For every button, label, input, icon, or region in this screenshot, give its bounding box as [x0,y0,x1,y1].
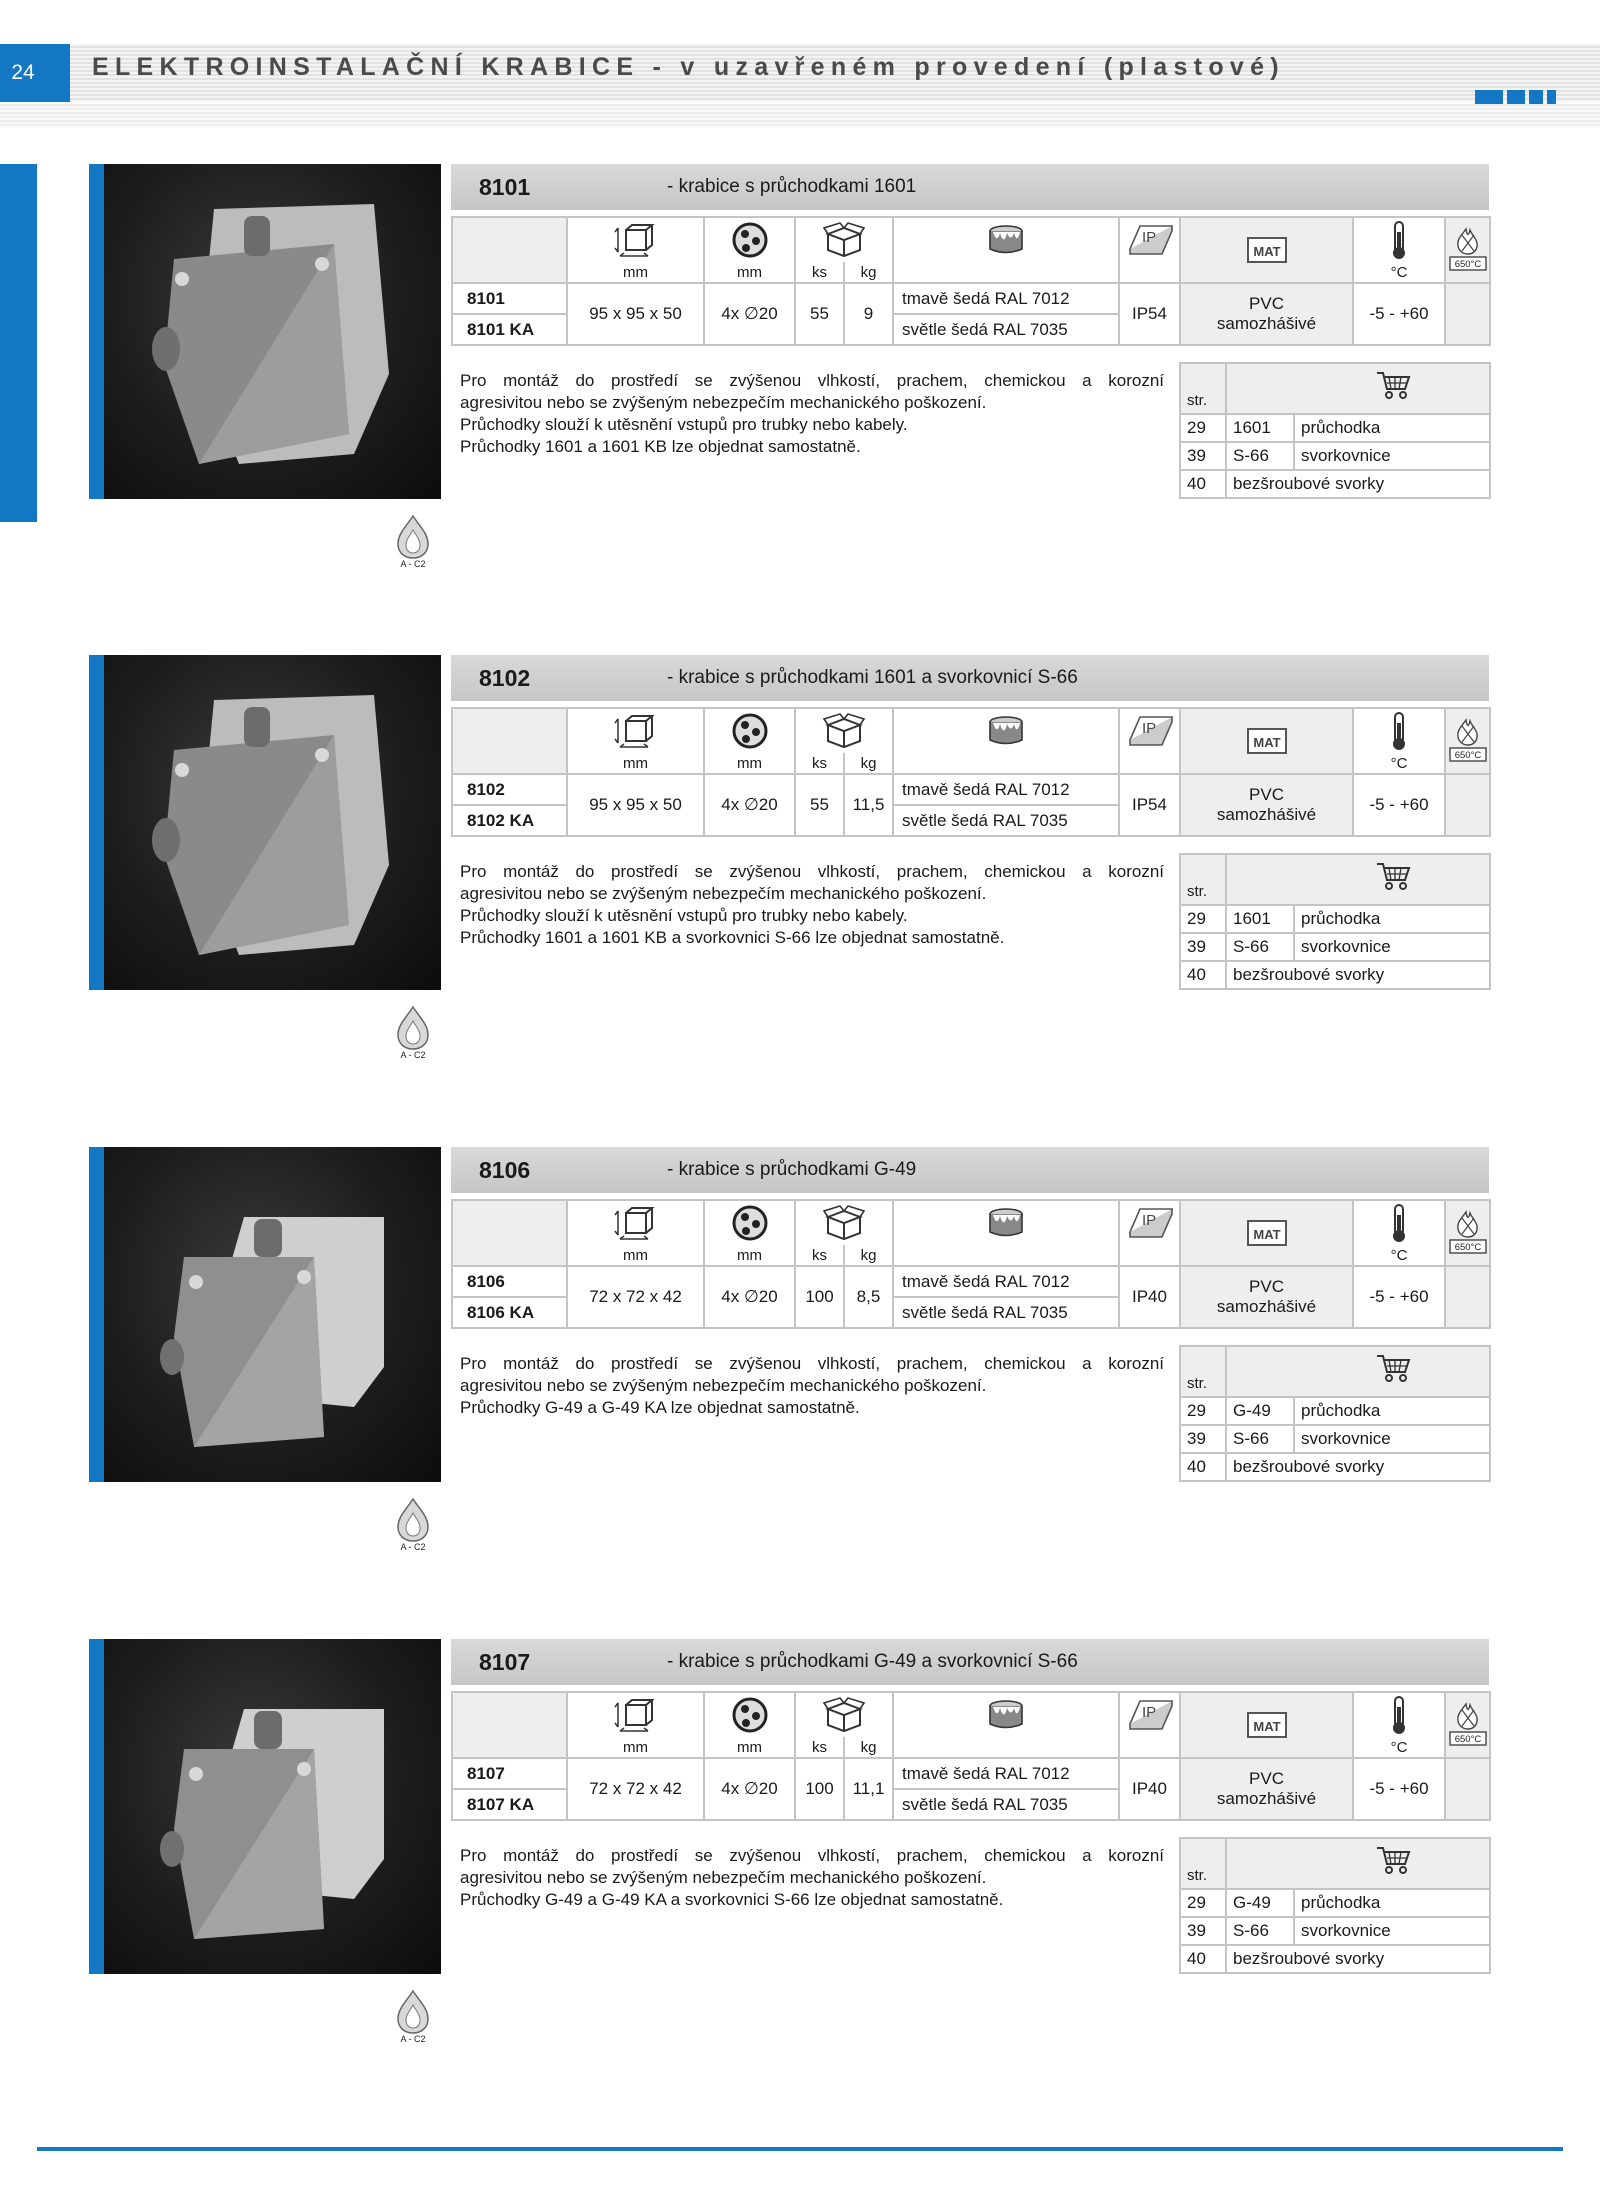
ip-label: IP [1141,229,1156,246]
accessory-code: S-66 [1226,1917,1294,1945]
material-value: PVC samozhášivé [1180,283,1353,345]
material-icon [1180,708,1353,774]
accessory-code: G-49 [1226,1889,1294,1917]
pieces-value: 55 [795,774,844,836]
cable-entry-icon [704,1692,795,1737]
accessory-page: 40 [1180,470,1226,498]
accessory-code: 1601 [1226,414,1294,442]
spec-table [451,1199,1491,1329]
unit-dimensions: mm [567,1245,704,1266]
material-label: MAT [1252,1227,1281,1242]
unit-pieces: ks [795,1245,844,1266]
fire-test-icon [1445,1692,1490,1758]
thermometer-icon [1353,1200,1445,1245]
product-section-8107 [0,1639,1600,2043]
cart-icon [1375,860,1411,892]
description-line: Průchodky slouží k utěsnění vstupů pro trubky nebo kabely. [460,906,908,925]
fire-test-icon [1445,1200,1490,1266]
product-header [451,1147,1489,1193]
dimensions-icon [567,217,704,262]
spec-header-blank [452,217,567,283]
accessory-row [1180,1917,1490,1945]
unit-blank [1119,1737,1180,1758]
temperature-value: -5 - +60 [1353,283,1445,345]
accessory-page: 39 [1180,442,1226,470]
photo-frame [89,655,441,990]
unit-blank [893,1245,1119,1266]
product-photo [104,655,441,990]
fire-test-blank [1445,1266,1490,1328]
cart-icon [1375,369,1411,401]
accessories-table [1179,853,1491,990]
photo-frame [89,164,441,499]
accessory-name: svorkovnice [1294,442,1490,470]
accessories-table [1179,362,1491,499]
cable-entry-icon [704,708,795,753]
fire-test-label: 650°C [1454,1242,1481,1253]
accessory-row [1180,1889,1490,1917]
weight-value: 9 [844,283,893,345]
product-description [460,1845,1164,1911]
dimensions-icon [567,1692,704,1737]
unit-temperature: °C [1353,1245,1445,1266]
unit-temperature: °C [1353,753,1445,774]
unit-entries: mm [704,753,795,774]
spec-table [451,216,1491,346]
product-section-8101 [0,164,1600,568]
variant-code: 8107 KA [452,1789,567,1820]
fire-test-label: 650°C [1454,1734,1481,1745]
weight-value: 11,1 [844,1758,893,1820]
product-title: - krabice s průchodkami G-49 [667,1159,917,1180]
temperature-value: -5 - +60 [1353,774,1445,836]
accessory-row [1180,1397,1490,1425]
unit-entries: mm [704,1737,795,1758]
pieces-value: 100 [795,1266,844,1328]
entries-value: 4x ∅20 [704,283,795,345]
ip-icon [1119,1692,1180,1737]
material-value: PVC samozhášivé [1180,1758,1353,1820]
cable-entry-icon [704,217,795,262]
product-section-8106 [0,1147,1600,1551]
material-icon [1180,217,1353,283]
dimensions-value: 95 x 95 x 50 [567,774,704,836]
accessory-page: 29 [1180,414,1226,442]
fire-class-label: A - C2 [400,2034,426,2043]
accessory-page-header: str. [1180,1346,1226,1397]
ip-icon [1119,1200,1180,1245]
accessory-page: 39 [1180,933,1226,961]
fire-class-icon [395,1987,431,2043]
accessory-page: 39 [1180,1917,1226,1945]
description-line: Průchodky 1601 a 1601 KB lze objednat samostatně. [460,437,861,456]
product-header [451,1639,1489,1685]
header-stripes [0,104,1600,128]
accessory-name: průchodka [1294,414,1490,442]
product-photo [104,1147,441,1482]
unit-dimensions: mm [567,1737,704,1758]
fire-test-label: 650°C [1454,259,1481,270]
thermometer-icon [1353,708,1445,753]
fire-test-icon [1445,217,1490,283]
product-photo [104,1639,441,1974]
ip-icon [1119,217,1180,262]
product-photo [104,164,441,499]
accessory-name: bezšroubové svorky [1226,961,1490,989]
fire-test-icon [1445,708,1490,774]
accessory-row [1180,961,1490,989]
accessory-name: průchodka [1294,1397,1490,1425]
ip-value: IP54 [1119,283,1180,345]
product-section-8102 [0,655,1600,1059]
unit-pieces: ks [795,753,844,774]
accessory-row [1180,905,1490,933]
accessory-name: svorkovnice [1294,1917,1490,1945]
accessory-code: S-66 [1226,1425,1294,1453]
accessory-page: 29 [1180,1889,1226,1917]
unit-entries: mm [704,262,795,283]
material-icon [1180,1692,1353,1758]
accessory-page-header: str. [1180,363,1226,414]
package-icon [795,708,893,753]
entries-value: 4x ∅20 [704,774,795,836]
description-line: Průchodky slouží k utěsnění vstupů pro trubky nebo kabely. [460,415,908,434]
description-line: agresivitou nebo se zvýšeným nebezpečím mechanického poškození. [460,1376,987,1395]
variant-color: světle šedá RAL 7035 [893,805,1119,836]
variant-color: tmavě šedá RAL 7012 [893,774,1119,805]
accessory-page-header: str. [1180,854,1226,905]
accessory-row [1180,933,1490,961]
accessory-name: průchodka [1294,905,1490,933]
fire-class-label: A - C2 [400,559,426,568]
fire-class-icon [395,1495,431,1551]
pieces-value: 55 [795,283,844,345]
ip-label: IP [1141,720,1156,737]
unit-weight: kg [844,1737,893,1758]
accessories-table [1179,1345,1491,1482]
description-line: Průchodky G-49 a G-49 KA lze objednat samostatně. [460,1398,860,1417]
unit-weight: kg [844,753,893,774]
accessory-header [1226,854,1490,905]
product-title: - krabice s průchodkami 1601 a svorkovnicí S-66 [667,667,1078,688]
page-title: ELEKTROINSTALAČNÍ KRABICE - v uzavřeném provedení (plastové) [92,53,1285,81]
accessory-row [1180,1945,1490,1973]
variant-color: tmavě šedá RAL 7012 [893,283,1119,314]
product-description [460,370,1164,458]
product-description [460,1353,1164,1419]
ip-value: IP54 [1119,774,1180,836]
description-line: agresivitou nebo se zvýšeným nebezpečím mechanického poškození. [460,393,987,412]
variant-code: 8101 [452,283,567,314]
thermometer-icon [1353,1692,1445,1737]
cable-entry-icon [704,1200,795,1245]
accessory-page: 39 [1180,1425,1226,1453]
accessory-page: 29 [1180,1397,1226,1425]
material-value: PVC samozhášivé [1180,774,1353,836]
product-title: - krabice s průchodkami G-49 a svorkovnicí S-66 [667,1651,1078,1672]
entries-value: 4x ∅20 [704,1758,795,1820]
package-icon [795,217,893,262]
material-icon [1180,1200,1353,1266]
temperature-value: -5 - +60 [1353,1266,1445,1328]
photo-frame [89,1639,441,1974]
product-title: - krabice s průchodkami 1601 [667,176,917,197]
variant-color: tmavě šedá RAL 7012 [893,1266,1119,1297]
material-label: MAT [1252,1719,1281,1734]
unit-temperature: °C [1353,1737,1445,1758]
product-code: 8101 [479,174,531,200]
accessories-table [1179,1837,1491,1974]
variant-color: tmavě šedá RAL 7012 [893,1758,1119,1789]
fire-class-icon [395,1003,431,1059]
product-code: 8102 [479,665,531,691]
package-icon [795,1692,893,1737]
pieces-value: 100 [795,1758,844,1820]
spec-header-blank [452,1200,567,1266]
accessory-row [1180,470,1490,498]
unit-entries: mm [704,1245,795,1266]
variant-color: světle šedá RAL 7035 [893,314,1119,345]
unit-weight: kg [844,1245,893,1266]
unit-dimensions: mm [567,753,704,774]
fire-class-icon [395,512,431,568]
description-line: Průchodky G-49 a G-49 KA a svorkovnici S-66 lze objednat samostatně. [460,1890,1004,1909]
thermometer-icon [1353,217,1445,262]
accessory-page: 29 [1180,905,1226,933]
accessory-row [1180,414,1490,442]
color-icon [893,708,1119,753]
fire-test-blank [1445,774,1490,836]
accessory-name: bezšroubové svorky [1226,1945,1490,1973]
variant-color: světle šedá RAL 7035 [893,1789,1119,1820]
accessory-header [1226,363,1490,414]
footer-rule [37,2147,1563,2151]
unit-blank [893,1737,1119,1758]
accessory-page: 40 [1180,1453,1226,1481]
variant-code: 8102 KA [452,805,567,836]
package-icon [795,1200,893,1245]
unit-dimensions: mm [567,262,704,283]
color-icon [893,217,1119,262]
color-icon [893,1692,1119,1737]
ip-label: IP [1141,1212,1156,1229]
description-line: agresivitou nebo se zvýšeným nebezpečím mechanického poškození. [460,884,987,903]
product-header [451,164,1489,210]
dimensions-icon [567,708,704,753]
ip-label: IP [1141,1704,1156,1721]
temperature-value: -5 - +60 [1353,1758,1445,1820]
description-line: Pro montáž do prostředí se zvýšenou vlhkostí, prachem, chemickou a korozní [460,1846,1164,1865]
ip-value: IP40 [1119,1266,1180,1328]
accessory-row [1180,442,1490,470]
product-description [460,861,1164,949]
entries-value: 4x ∅20 [704,1266,795,1328]
cart-icon [1375,1352,1411,1384]
fire-class-label: A - C2 [400,1050,426,1059]
dimensions-value: 95 x 95 x 50 [567,283,704,345]
dimensions-value: 72 x 72 x 42 [567,1758,704,1820]
accessory-header [1226,1346,1490,1397]
description-line: Pro montáž do prostředí se zvýšenou vlhkostí, prachem, chemickou a korozní [460,862,1164,881]
product-code: 8107 [479,1649,531,1675]
material-value: PVC samozhášivé [1180,1266,1353,1328]
accessory-page: 40 [1180,961,1226,989]
ip-icon [1119,708,1180,753]
unit-blank [893,753,1119,774]
description-line: Pro montáž do prostředí se zvýšenou vlhkostí, prachem, chemickou a korozní [460,1354,1164,1373]
accessory-name: průchodka [1294,1889,1490,1917]
unit-blank [893,262,1119,283]
accessory-name: svorkovnice [1294,1425,1490,1453]
unit-blank [1119,1245,1180,1266]
spec-table [451,707,1491,837]
accessory-header [1226,1838,1490,1889]
accessory-name: svorkovnice [1294,933,1490,961]
fire-test-blank [1445,283,1490,345]
accessory-code: 1601 [1226,905,1294,933]
variant-code: 8102 [452,774,567,805]
dimensions-value: 72 x 72 x 42 [567,1266,704,1328]
description-line: agresivitou nebo se zvýšeným nebezpečím mechanického poškození. [460,1868,987,1887]
material-label: MAT [1252,244,1281,259]
color-icon [893,1200,1119,1245]
unit-weight: kg [844,262,893,283]
product-code: 8106 [479,1157,531,1183]
unit-pieces: ks [795,262,844,283]
variant-color: světle šedá RAL 7035 [893,1297,1119,1328]
variant-code: 8101 KA [452,314,567,345]
accessory-page: 40 [1180,1945,1226,1973]
title-decoration [1475,90,1556,104]
fire-test-blank [1445,1758,1490,1820]
accessory-row [1180,1453,1490,1481]
unit-blank [1119,753,1180,774]
variant-code: 8106 KA [452,1297,567,1328]
dimensions-icon [567,1200,704,1245]
spec-header-blank [452,708,567,774]
fire-class-label: A - C2 [400,1542,426,1551]
page-number: 24 [0,44,70,102]
accessory-code: S-66 [1226,442,1294,470]
accessory-name: bezšroubové svorky [1226,470,1490,498]
variant-code: 8106 [452,1266,567,1297]
variant-code: 8107 [452,1758,567,1789]
unit-pieces: ks [795,1737,844,1758]
spec-table [451,1691,1491,1821]
ip-value: IP40 [1119,1758,1180,1820]
accessory-code: S-66 [1226,933,1294,961]
description-line: Průchodky 1601 a 1601 KB a svorkovnici S-66 lze objednat samostatně. [460,928,1005,947]
weight-value: 11,5 [844,774,893,836]
unit-temperature: °C [1353,262,1445,283]
unit-blank [1119,262,1180,283]
cart-icon [1375,1844,1411,1876]
accessory-row [1180,1425,1490,1453]
description-line: Pro montáž do prostředí se zvýšenou vlhkostí, prachem, chemickou a korozní [460,371,1164,390]
accessory-page-header: str. [1180,1838,1226,1889]
spec-header-blank [452,1692,567,1758]
fire-test-label: 650°C [1454,750,1481,761]
accessory-code: G-49 [1226,1397,1294,1425]
photo-frame [89,1147,441,1482]
weight-value: 8,5 [844,1266,893,1328]
accessory-name: bezšroubové svorky [1226,1453,1490,1481]
product-header [451,655,1489,701]
material-label: MAT [1252,735,1281,750]
